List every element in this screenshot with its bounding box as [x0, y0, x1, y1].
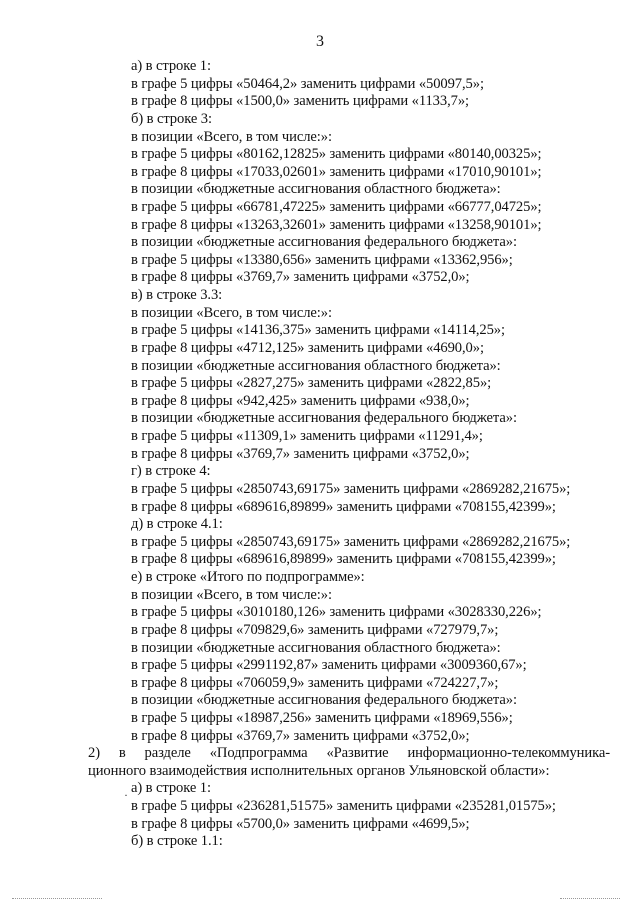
- text-line: в позиции «Всего, в том числе:»:: [131, 586, 332, 603]
- text-line: е) в строке «Итого по подпрограмме»:: [131, 569, 365, 585]
- text-line: в графе 5 цифры «2991192,87» заменить цифрами «3009360,67»;: [131, 657, 527, 674]
- text-line: а) в строке 1:: [131, 58, 211, 74]
- text-line: в графе 5 цифры «3010180,126» заменить цифрами «3028330,226»;: [131, 604, 542, 621]
- text-line: в позиции «бюджетные ассигнования областного бюджета»:: [131, 181, 501, 198]
- text-line: б) в строке 1.1:: [131, 833, 223, 850]
- text-line: в позиции «бюджетные ассигнования областного бюджета»:: [131, 639, 501, 656]
- text-line: в графе 5 цифры «50464,2» заменить цифрами «50097,5»;: [131, 75, 484, 92]
- text-line: в графе 8 цифры «3769,7» заменить цифрами «3752,0»;: [131, 269, 470, 286]
- text-line: в графе 5 цифры «2850743,69175» заменить цифрами «2869282,21675»;: [131, 533, 571, 550]
- text-line: в графе 5 цифры «13380,656» заменить цифрами «13362,956»;: [131, 251, 513, 268]
- bottom-edge-rule-left: [12, 898, 102, 899]
- text-line: г) в строке 4:: [131, 463, 211, 480]
- text-line: в графе 5 цифры «2850743,69175» заменить цифрами «2869282,21675»;: [131, 480, 571, 497]
- text-line: в графе 8 цифры «689616,89899» заменить цифрами «708155,42399»;: [131, 551, 556, 568]
- text-line: в графе 8 цифры «17033,02601» заменить цифрами «17010,90101»;: [131, 163, 542, 180]
- text-line: в графе 8 цифры «13263,32601» заменить цифрами «13258,90101»;: [131, 216, 542, 233]
- text-line: 2) в разделе «Подпрограмма «Развитие информационно-телекоммуника-: [88, 745, 610, 762]
- text-line: в графе 5 цифры «14136,375» заменить цифрами «14114,25»;: [131, 322, 505, 339]
- text-line: в позиции «бюджетные ассигнования федерального бюджета»:: [131, 410, 517, 427]
- text-line: в графе 8 цифры «709829,6» заменить цифрами «727979,7»;: [131, 621, 499, 638]
- text-line: в графе 8 цифры «942,425» заменить цифрами «938,0»;: [131, 392, 470, 409]
- text-line: в графе 5 цифры «11309,1» заменить цифрами «11291,4»;: [131, 428, 483, 444]
- text-line: в графе 5 цифры «18987,256» заменить цифрами «18969,556»;: [131, 709, 513, 726]
- text-line: в графе 8 цифры «4712,125» заменить цифрами «4690,0»;: [131, 339, 484, 356]
- text-line: а) в строке 1:: [131, 780, 211, 797]
- margin-mark: ·: [124, 788, 128, 802]
- text-line: в позиции «бюджетные ассигнования федерального бюджета»:: [131, 234, 517, 251]
- text-line: в позиции «Всего, в том числе:»:: [131, 128, 332, 145]
- text-line: ционного взаимодействия исполнительных органов Ульяновской области»:: [88, 762, 550, 779]
- text-line: в графе 8 цифры «5700,0» заменить цифрами «4699,5»;: [131, 815, 470, 832]
- text-line: в графе 8 цифры «689616,89899» заменить цифрами «708155,42399»;: [131, 498, 556, 515]
- text-line: д) в строке 4.1:: [131, 516, 223, 533]
- text-line: в графе 8 цифры «1500,0» заменить цифрами «1133,7»;: [131, 93, 469, 110]
- text-line: в графе 8 цифры «3769,7» заменить цифрами «3752,0»;: [131, 445, 470, 462]
- text-line: в графе 5 цифры «66781,47225» заменить цифрами «66777,04725»;: [131, 199, 542, 215]
- text-line: в графе 5 цифры «2827,275» заменить цифрами «2822,85»;: [131, 375, 492, 392]
- text-line: в графе 8 цифры «3769,7» заменить цифрами «3752,0»;: [131, 727, 470, 744]
- text-line: в) в строке 3.3:: [131, 287, 223, 304]
- text-line: в графе 8 цифры «706059,9» заменить цифрами «724227,7»;: [131, 674, 499, 691]
- text-line: в позиции «бюджетные ассигнования федерального бюджета»:: [131, 692, 517, 709]
- bottom-edge-rule-right: [560, 898, 620, 899]
- text-line: в позиции «Всего, в том числе:»:: [131, 304, 332, 321]
- text-line: в позиции «бюджетные ассигнования областного бюджета»:: [131, 357, 501, 374]
- page-number: 3: [316, 33, 324, 50]
- text-line: б) в строке 3:: [131, 110, 212, 127]
- text-line: в графе 5 цифры «80162,12825» заменить цифрами «80140,00325»;: [131, 146, 542, 163]
- text-line: в графе 5 цифры «236281,51575» заменить цифрами «235281,01575»;: [131, 798, 556, 814]
